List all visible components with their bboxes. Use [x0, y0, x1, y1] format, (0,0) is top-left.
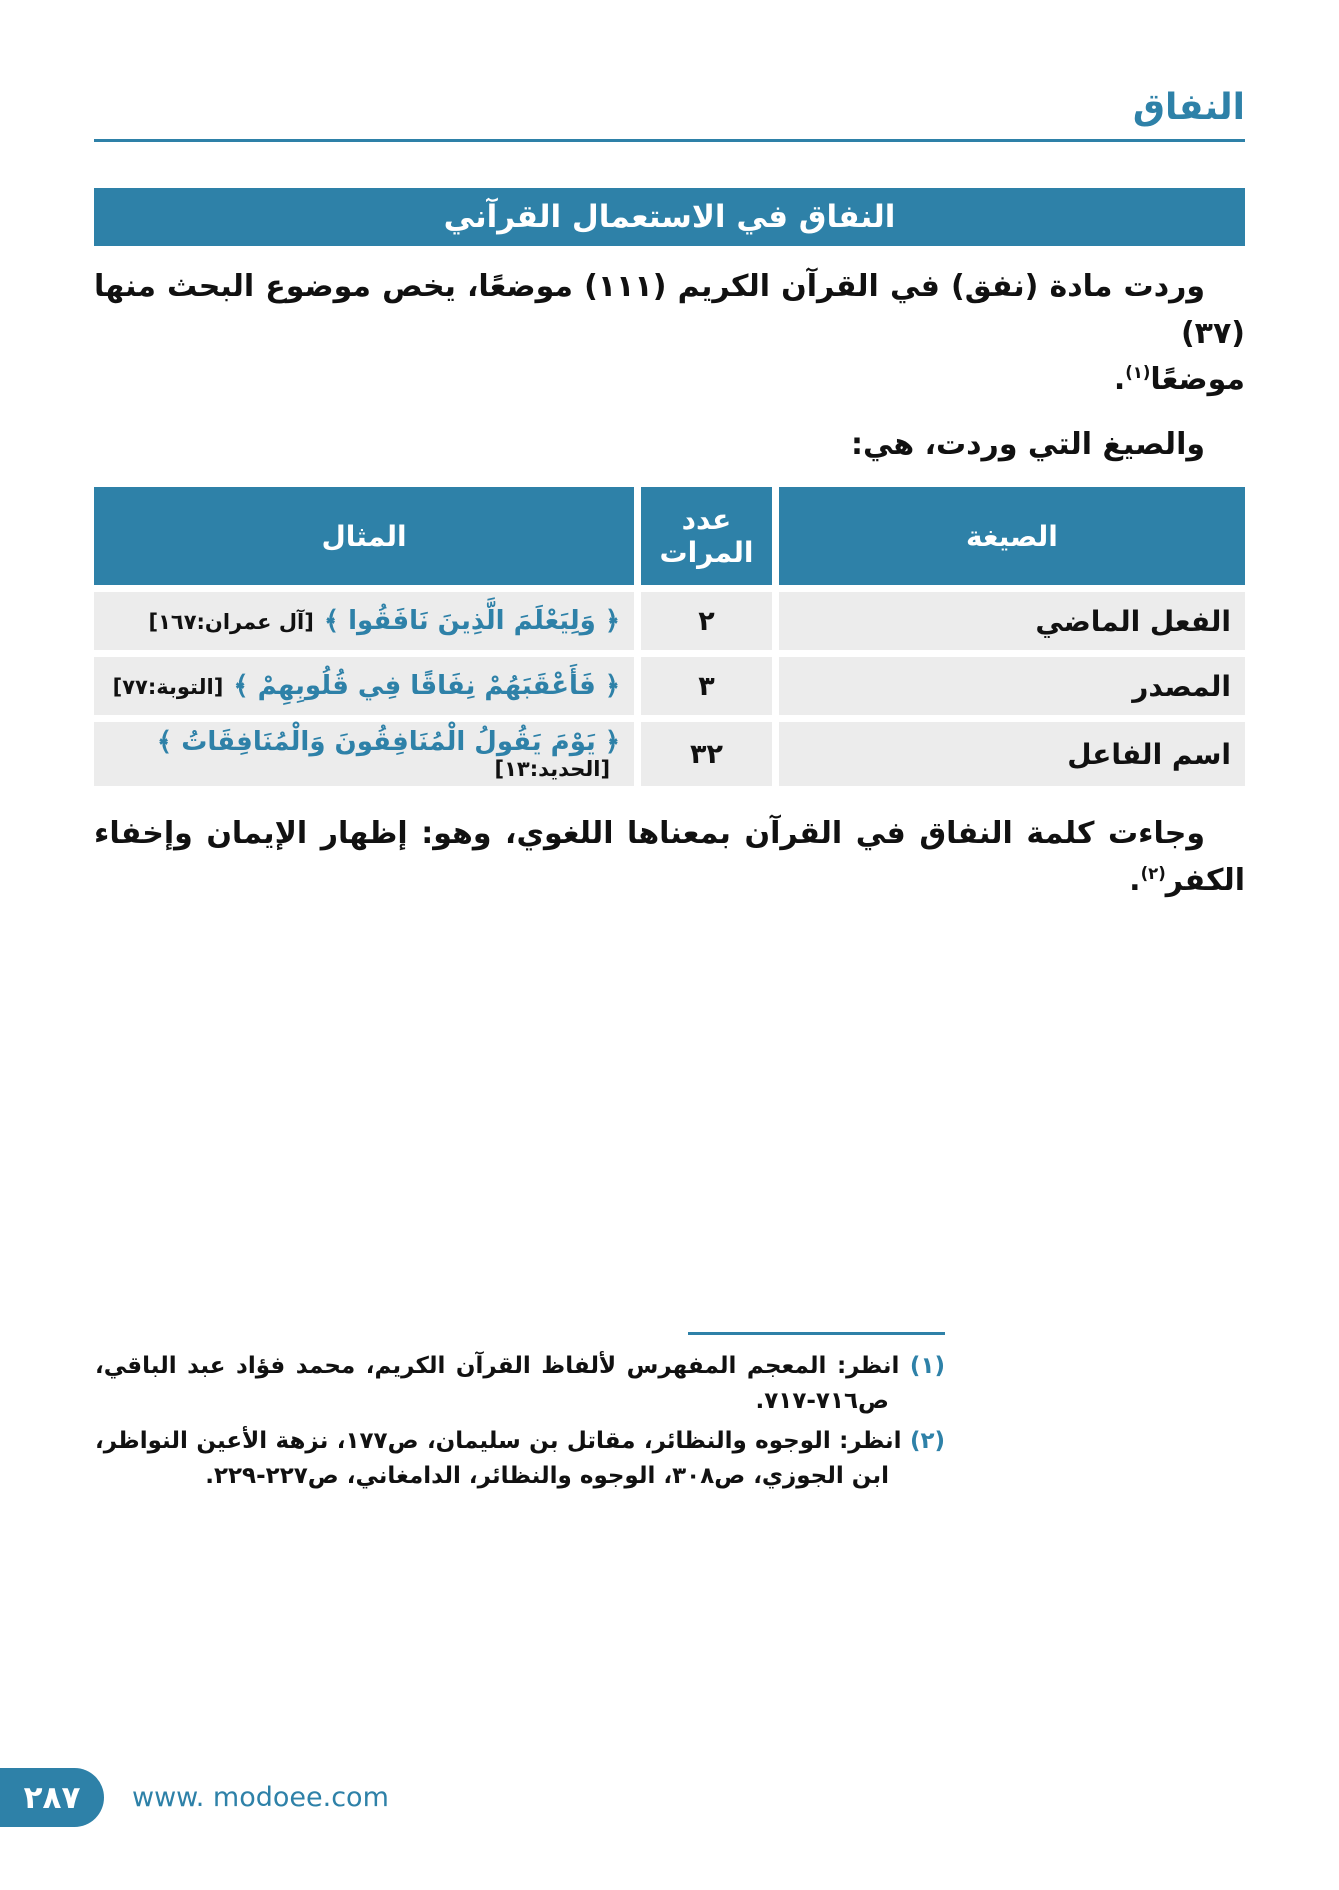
intro-paragraph [94, 264, 1245, 404]
col-header-count: عدد المرات [641, 487, 772, 585]
intro-period: . [1113, 362, 1126, 398]
closing-period: . [1129, 862, 1141, 898]
table-row [94, 722, 1245, 786]
table-header-row [94, 487, 1245, 585]
page-title: النفاق [1132, 87, 1245, 128]
page-content [0, 0, 1339, 904]
footnote-1-text: انظر: المعجم المفهرس لألفاظ القرآن الكريم، محمد فؤاد عبد الباقي، ص٧١٦-٧١٧. [95, 1353, 900, 1414]
table-row [94, 657, 1245, 715]
website-url[interactable]: www. modoee.com [132, 1782, 389, 1813]
example-cell [94, 592, 634, 650]
quran-verse: ﴿ وَلِيَعْلَمَ الَّذِينَ نَافَقُوا ﴾ [323, 606, 621, 637]
forms-lead-line: والصيغ التي وردت، هي: [851, 426, 1205, 462]
page-number-tab [0, 1768, 104, 1827]
intro-line1: وردت مادة (نفق) في القرآن الكريم (١١١) موضعًا، يخص موضوع البحث منها (٣٧) [94, 269, 1245, 351]
quran-verse: ﴿ فَأَعْقَبَهُمْ نِفَاقًا فِي قُلُوبِهِمْ ﴾ [233, 671, 621, 702]
closing-paragraph [94, 811, 1245, 904]
example-cell [94, 657, 634, 715]
page-number: ٢٨٧ [23, 1779, 81, 1816]
footnote-divider [688, 1332, 945, 1335]
footnote-2-number: (٢) [909, 1428, 946, 1454]
footnote-ref-1: (١) [1125, 363, 1151, 383]
example-cell [94, 722, 634, 786]
count-cell: ٣٢ [641, 722, 772, 786]
footnote-ref-2: (٢) [1140, 863, 1166, 883]
form-cell: اسم الفاعل [779, 722, 1245, 786]
form-cell: المصدر [779, 657, 1245, 715]
footnote-2 [95, 1424, 945, 1493]
closing-text: وجاءت كلمة النفاق في القرآن بمعناها اللغوي، وهو: إظهار الإيمان وإخفاء الكفر [94, 816, 1245, 898]
quran-verse: ﴿ يَوْمَ يَقُولُ الْمُنَافِقُونَ وَالْمُنَافِقَاتُ ﴾ [156, 727, 621, 758]
footnotes-section [95, 1332, 945, 1499]
col-header-example: المثال [94, 487, 634, 585]
footnote-2-text: انظر: الوجوه والنظائر، مقاتل بن سليمان، ص١٧٧، نزهة الأعين النواظر، ابن الجوزي، ص٣٠٨، الوجوه والنظائر، الدامغاني، ص٢٢٧-٢٢٩. [95, 1428, 902, 1489]
col-header-form: الصيغة [779, 487, 1245, 585]
verse-reference: [الحديد:١٣] [494, 757, 611, 782]
footnote-1-number: (١) [909, 1353, 945, 1379]
verse-reference: [التوبة:٧٧] [112, 675, 224, 700]
forms-table [87, 480, 1252, 793]
form-cell: الفعل الماضي [779, 592, 1245, 650]
title-divider [94, 139, 1245, 142]
intro-line2: موضعًا [1150, 362, 1245, 398]
verse-reference: [آل عمران:١٦٧] [148, 610, 314, 635]
count-cell: ٣ [641, 657, 772, 715]
section-banner: النفاق في الاستعمال القرآني [94, 188, 1245, 246]
table-row [94, 592, 1245, 650]
footnote-1 [95, 1349, 945, 1418]
count-cell: ٢ [641, 592, 772, 650]
